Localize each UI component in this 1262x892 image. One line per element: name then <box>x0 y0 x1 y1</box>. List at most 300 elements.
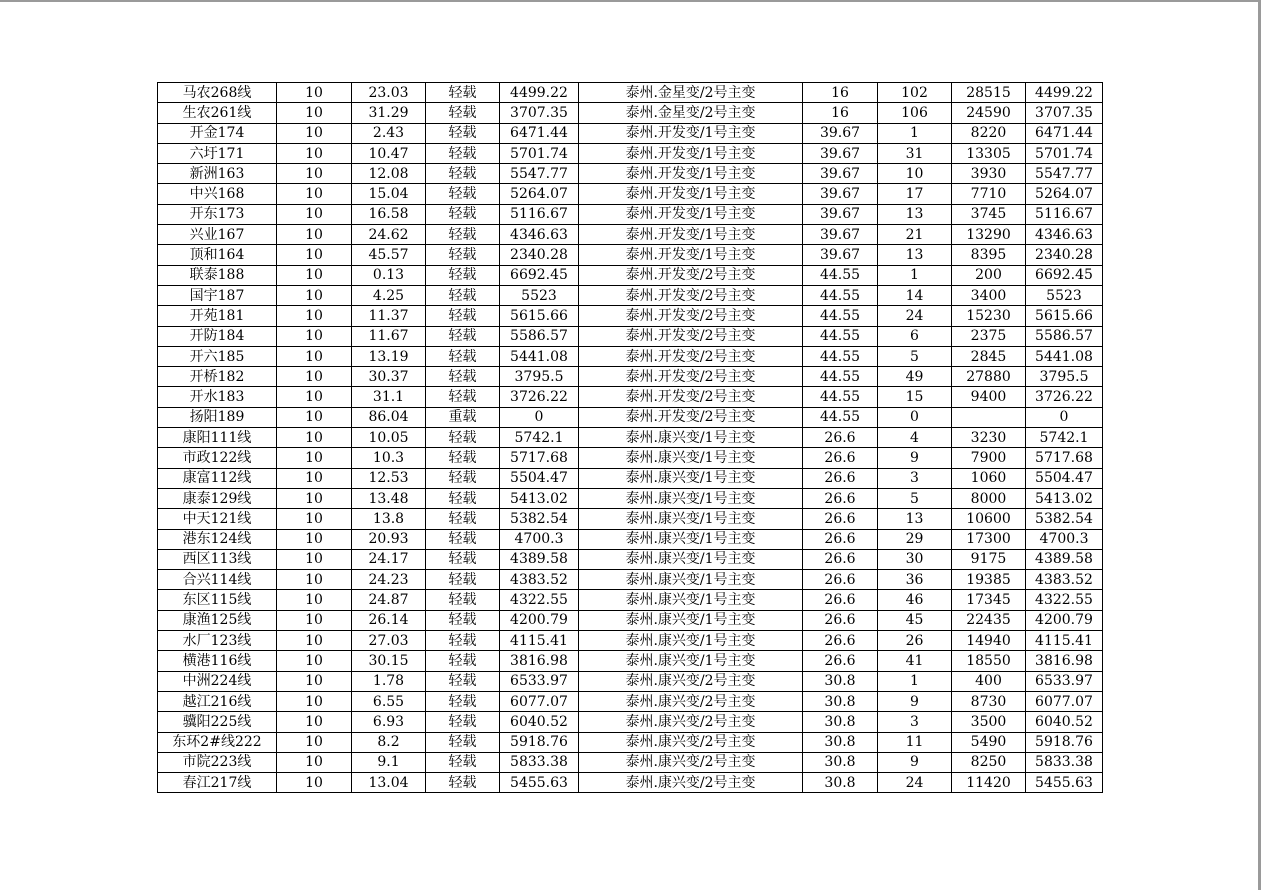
line-name-cell: 东区115线 <box>158 590 277 610</box>
voltage-cell: 10 <box>277 651 352 671</box>
transformer-capacity-cell: 26.6 <box>803 631 878 651</box>
load-rate-cell: 13.04 <box>352 773 426 793</box>
load-status-cell: 轻载 <box>426 468 500 488</box>
load-rate-cell: 10.47 <box>352 143 426 163</box>
installed-capacity-cell: 17300 <box>952 529 1026 549</box>
table-row <box>158 428 1103 448</box>
voltage-cell: 10 <box>277 448 352 468</box>
voltage-cell: 10 <box>277 367 352 387</box>
available-capacity-cell: 5586.57 <box>500 326 579 346</box>
available-capacity-cell: 6471.44 <box>500 123 579 143</box>
user-count-cell: 49 <box>878 367 952 387</box>
voltage-cell: 10 <box>277 428 352 448</box>
user-count-cell: 21 <box>878 225 952 245</box>
transformer-capacity-cell: 39.67 <box>803 204 878 224</box>
available-capacity-cell: 4115.41 <box>500 631 579 651</box>
transformer-capacity-cell: 30.8 <box>803 752 878 772</box>
voltage-cell: 10 <box>277 752 352 772</box>
transformer-cell: 泰州.开发变/1号主变 <box>579 245 803 265</box>
installed-capacity-cell: 7710 <box>952 184 1026 204</box>
transformer-cell: 泰州.开发变/2号主变 <box>579 285 803 305</box>
load-rate-cell: 31.29 <box>352 103 426 123</box>
user-count-cell: 9 <box>878 691 952 711</box>
transformer-cell: 泰州.康兴变/1号主变 <box>579 428 803 448</box>
load-status-cell: 轻载 <box>426 103 500 123</box>
load-status-cell: 轻载 <box>426 631 500 651</box>
voltage-cell: 10 <box>277 407 352 427</box>
table-row <box>158 691 1103 711</box>
load-rate-cell: 24.87 <box>352 590 426 610</box>
table-row <box>158 164 1103 184</box>
transformer-capacity-cell: 39.67 <box>803 164 878 184</box>
remaining-capacity-cell: 5833.38 <box>1026 752 1103 772</box>
available-capacity-cell: 6040.52 <box>500 712 579 732</box>
user-count-cell: 11 <box>878 732 952 752</box>
transformer-cell: 泰州.康兴变/1号主变 <box>579 509 803 529</box>
voltage-cell: 10 <box>277 245 352 265</box>
transformer-capacity-cell: 26.6 <box>803 590 878 610</box>
transformer-cell: 泰州.金星变/2号主变 <box>579 83 803 103</box>
voltage-cell: 10 <box>277 83 352 103</box>
available-capacity-cell: 4200.79 <box>500 610 579 630</box>
installed-capacity-cell: 3500 <box>952 712 1026 732</box>
installed-capacity-cell: 5490 <box>952 732 1026 752</box>
voltage-cell: 10 <box>277 570 352 590</box>
transformer-capacity-cell: 44.55 <box>803 407 878 427</box>
load-rate-cell: 24.62 <box>352 225 426 245</box>
table-row <box>158 184 1103 204</box>
available-capacity-cell: 5504.47 <box>500 468 579 488</box>
installed-capacity-cell: 11420 <box>952 773 1026 793</box>
remaining-capacity-cell: 6077.07 <box>1026 691 1103 711</box>
voltage-cell: 10 <box>277 143 352 163</box>
load-status-cell: 轻载 <box>426 529 500 549</box>
remaining-capacity-cell: 4389.58 <box>1026 549 1103 569</box>
line-name-cell: 东环2#线222 <box>158 732 277 752</box>
installed-capacity-cell: 14940 <box>952 631 1026 651</box>
remaining-capacity-cell: 4115.41 <box>1026 631 1103 651</box>
load-status-cell: 轻载 <box>426 732 500 752</box>
remaining-capacity-cell: 5441.08 <box>1026 346 1103 366</box>
available-capacity-cell: 5615.66 <box>500 306 579 326</box>
line-name-cell: 扬阳189 <box>158 407 277 427</box>
load-status-cell: 轻载 <box>426 570 500 590</box>
line-name-cell: 市政122线 <box>158 448 277 468</box>
load-rate-cell: 30.37 <box>352 367 426 387</box>
voltage-cell: 10 <box>277 488 352 508</box>
line-name-cell: 中洲224线 <box>158 671 277 691</box>
user-count-cell: 26 <box>878 631 952 651</box>
user-count-cell: 9 <box>878 752 952 772</box>
load-status-cell: 轻载 <box>426 245 500 265</box>
line-name-cell: 国宇187 <box>158 285 277 305</box>
load-status-cell: 轻载 <box>426 123 500 143</box>
load-rate-cell: 9.1 <box>352 752 426 772</box>
transformer-cell: 泰州.康兴变/2号主变 <box>579 773 803 793</box>
remaining-capacity-cell: 4383.52 <box>1026 570 1103 590</box>
installed-capacity-cell: 1060 <box>952 468 1026 488</box>
user-count-cell: 15 <box>878 387 952 407</box>
load-rate-cell: 24.23 <box>352 570 426 590</box>
remaining-capacity-cell: 5717.68 <box>1026 448 1103 468</box>
remaining-capacity-cell: 4200.79 <box>1026 610 1103 630</box>
transformer-capacity-cell: 39.67 <box>803 123 878 143</box>
remaining-capacity-cell: 4322.55 <box>1026 590 1103 610</box>
user-count-cell: 45 <box>878 610 952 630</box>
load-status-cell: 重载 <box>426 407 500 427</box>
load-status-cell: 轻载 <box>426 306 500 326</box>
transformer-cell: 泰州.康兴变/1号主变 <box>579 468 803 488</box>
transformer-capacity-cell: 44.55 <box>803 326 878 346</box>
available-capacity-cell: 3726.22 <box>500 387 579 407</box>
remaining-capacity-cell: 5742.1 <box>1026 428 1103 448</box>
remaining-capacity-cell: 5413.02 <box>1026 488 1103 508</box>
voltage-cell: 10 <box>277 509 352 529</box>
transformer-cell: 泰州.开发变/2号主变 <box>579 407 803 427</box>
remaining-capacity-cell: 5504.47 <box>1026 468 1103 488</box>
available-capacity-cell: 5523 <box>500 285 579 305</box>
transformer-cell: 泰州.康兴变/1号主变 <box>579 549 803 569</box>
installed-capacity-cell: 8730 <box>952 691 1026 711</box>
table-row <box>158 610 1103 630</box>
transformer-cell: 泰州.开发变/2号主变 <box>579 346 803 366</box>
load-status-cell: 轻载 <box>426 752 500 772</box>
table-row <box>158 488 1103 508</box>
voltage-cell: 10 <box>277 103 352 123</box>
line-name-cell: 合兴114线 <box>158 570 277 590</box>
user-count-cell: 13 <box>878 509 952 529</box>
load-rate-cell: 12.08 <box>352 164 426 184</box>
transformer-capacity-cell: 44.55 <box>803 346 878 366</box>
transformer-capacity-cell: 26.6 <box>803 570 878 590</box>
user-count-cell: 6 <box>878 326 952 346</box>
available-capacity-cell: 5833.38 <box>500 752 579 772</box>
remaining-capacity-cell: 5701.74 <box>1026 143 1103 163</box>
load-status-cell: 轻载 <box>426 590 500 610</box>
installed-capacity-cell: 15230 <box>952 306 1026 326</box>
load-rate-cell: 11.37 <box>352 306 426 326</box>
remaining-capacity-cell: 6471.44 <box>1026 123 1103 143</box>
transformer-cell: 泰州.康兴变/1号主变 <box>579 448 803 468</box>
load-status-cell: 轻载 <box>426 225 500 245</box>
installed-capacity-cell: 3230 <box>952 428 1026 448</box>
transformer-capacity-cell: 26.6 <box>803 610 878 630</box>
transformer-cell: 泰州.康兴变/1号主变 <box>579 488 803 508</box>
available-capacity-cell: 4499.22 <box>500 83 579 103</box>
line-name-cell: 马农268线 <box>158 83 277 103</box>
transformer-capacity-cell: 16 <box>803 103 878 123</box>
installed-capacity-cell: 9400 <box>952 387 1026 407</box>
load-rate-cell: 45.57 <box>352 245 426 265</box>
transformer-capacity-cell: 26.6 <box>803 448 878 468</box>
available-capacity-cell: 4383.52 <box>500 570 579 590</box>
available-capacity-cell: 5717.68 <box>500 448 579 468</box>
table-row <box>158 346 1103 366</box>
transformer-cell: 泰州.康兴变/1号主变 <box>579 590 803 610</box>
remaining-capacity-cell: 3816.98 <box>1026 651 1103 671</box>
available-capacity-cell: 5918.76 <box>500 732 579 752</box>
table-row <box>158 225 1103 245</box>
load-rate-cell: 13.48 <box>352 488 426 508</box>
load-status-cell: 轻载 <box>426 346 500 366</box>
line-name-cell: 西区113线 <box>158 549 277 569</box>
transformer-cell: 泰州.开发变/1号主变 <box>579 123 803 143</box>
voltage-cell: 10 <box>277 225 352 245</box>
load-status-cell: 轻载 <box>426 367 500 387</box>
transformer-capacity-cell: 30.8 <box>803 732 878 752</box>
table-row <box>158 83 1103 103</box>
voltage-cell: 10 <box>277 164 352 184</box>
remaining-capacity-cell: 5615.66 <box>1026 306 1103 326</box>
load-rate-cell: 4.25 <box>352 285 426 305</box>
transformer-capacity-cell: 30.8 <box>803 712 878 732</box>
load-rate-cell: 24.17 <box>352 549 426 569</box>
remaining-capacity-cell: 0 <box>1026 407 1103 427</box>
load-rate-cell: 8.2 <box>352 732 426 752</box>
installed-capacity-cell: 19385 <box>952 570 1026 590</box>
voltage-cell: 10 <box>277 265 352 285</box>
load-rate-cell: 10.05 <box>352 428 426 448</box>
transformer-cell: 泰州.开发变/1号主变 <box>579 164 803 184</box>
load-rate-cell: 13.19 <box>352 346 426 366</box>
load-status-cell: 轻载 <box>426 143 500 163</box>
installed-capacity-cell: 27880 <box>952 367 1026 387</box>
voltage-cell: 10 <box>277 712 352 732</box>
line-name-cell: 新洲163 <box>158 164 277 184</box>
installed-capacity-cell: 8220 <box>952 123 1026 143</box>
line-name-cell: 联泰188 <box>158 265 277 285</box>
line-name-cell: 水厂123线 <box>158 631 277 651</box>
load-rate-cell: 0.13 <box>352 265 426 285</box>
load-status-cell: 轻载 <box>426 651 500 671</box>
line-name-cell: 骥阳225线 <box>158 712 277 732</box>
installed-capacity-cell: 200 <box>952 265 1026 285</box>
table-row <box>158 143 1103 163</box>
line-name-cell: 中兴168 <box>158 184 277 204</box>
available-capacity-cell: 5413.02 <box>500 488 579 508</box>
transformer-capacity-cell: 44.55 <box>803 265 878 285</box>
table-row <box>158 285 1103 305</box>
remaining-capacity-cell: 6533.97 <box>1026 671 1103 691</box>
available-capacity-cell: 3795.5 <box>500 367 579 387</box>
installed-capacity-cell: 8250 <box>952 752 1026 772</box>
installed-capacity-cell: 22435 <box>952 610 1026 630</box>
table-row <box>158 265 1103 285</box>
line-name-cell: 中天121线 <box>158 509 277 529</box>
user-count-cell: 17 <box>878 184 952 204</box>
load-rate-cell: 30.15 <box>352 651 426 671</box>
user-count-cell: 3 <box>878 468 952 488</box>
available-capacity-cell: 5701.74 <box>500 143 579 163</box>
transformer-capacity-cell: 26.6 <box>803 488 878 508</box>
transformer-cell: 泰州.开发变/2号主变 <box>579 387 803 407</box>
load-rate-cell: 13.8 <box>352 509 426 529</box>
remaining-capacity-cell: 3795.5 <box>1026 367 1103 387</box>
line-name-cell: 康阳111线 <box>158 428 277 448</box>
transformer-capacity-cell: 30.8 <box>803 773 878 793</box>
table-row <box>158 752 1103 772</box>
installed-capacity-cell: 10600 <box>952 509 1026 529</box>
table-row <box>158 387 1103 407</box>
installed-capacity-cell: 2375 <box>952 326 1026 346</box>
load-rate-cell: 6.55 <box>352 691 426 711</box>
load-rate-cell: 10.3 <box>352 448 426 468</box>
remaining-capacity-cell: 6040.52 <box>1026 712 1103 732</box>
line-name-cell: 开金174 <box>158 123 277 143</box>
installed-capacity-cell: 13290 <box>952 225 1026 245</box>
table-row <box>158 326 1103 346</box>
transformer-cell: 泰州.康兴变/2号主变 <box>579 671 803 691</box>
line-name-cell: 兴业167 <box>158 225 277 245</box>
table-row <box>158 529 1103 549</box>
transformer-cell: 泰州.开发变/1号主变 <box>579 204 803 224</box>
line-name-cell: 开东173 <box>158 204 277 224</box>
transformer-capacity-cell: 26.6 <box>803 428 878 448</box>
table-row <box>158 367 1103 387</box>
user-count-cell: 102 <box>878 83 952 103</box>
load-status-cell: 轻载 <box>426 509 500 529</box>
transformer-cell: 泰州.康兴变/1号主变 <box>579 631 803 651</box>
user-count-cell: 9 <box>878 448 952 468</box>
user-count-cell: 30 <box>878 549 952 569</box>
table-row <box>158 549 1103 569</box>
voltage-cell: 10 <box>277 773 352 793</box>
available-capacity-cell: 4322.55 <box>500 590 579 610</box>
user-count-cell: 36 <box>878 570 952 590</box>
user-count-cell: 13 <box>878 204 952 224</box>
voltage-cell: 10 <box>277 610 352 630</box>
voltage-cell: 10 <box>277 123 352 143</box>
load-status-cell: 轻载 <box>426 691 500 711</box>
transformer-cell: 泰州.康兴变/2号主变 <box>579 691 803 711</box>
load-status-cell: 轻载 <box>426 204 500 224</box>
load-rate-cell: 11.67 <box>352 326 426 346</box>
voltage-cell: 10 <box>277 204 352 224</box>
table-row <box>158 407 1103 427</box>
load-rate-cell: 86.04 <box>352 407 426 427</box>
transformer-cell: 泰州.开发变/2号主变 <box>579 306 803 326</box>
voltage-cell: 10 <box>277 529 352 549</box>
remaining-capacity-cell: 4346.63 <box>1026 225 1103 245</box>
transformer-capacity-cell: 16 <box>803 83 878 103</box>
voltage-cell: 10 <box>277 732 352 752</box>
table-row <box>158 712 1103 732</box>
line-name-cell: 顶和164 <box>158 245 277 265</box>
voltage-cell: 10 <box>277 285 352 305</box>
table-row <box>158 509 1103 529</box>
line-name-cell: 横港116线 <box>158 651 277 671</box>
available-capacity-cell: 6692.45 <box>500 265 579 285</box>
available-capacity-cell: 5742.1 <box>500 428 579 448</box>
table-body <box>158 83 1103 793</box>
user-count-cell: 13 <box>878 245 952 265</box>
voltage-cell: 10 <box>277 306 352 326</box>
load-rate-cell: 6.93 <box>352 712 426 732</box>
table-row <box>158 204 1103 224</box>
voltage-cell: 10 <box>277 549 352 569</box>
user-count-cell: 31 <box>878 143 952 163</box>
user-count-cell: 1 <box>878 671 952 691</box>
installed-capacity-cell: 28515 <box>952 83 1026 103</box>
load-status-cell: 轻载 <box>426 488 500 508</box>
line-name-cell: 六圩171 <box>158 143 277 163</box>
line-name-cell: 康富112线 <box>158 468 277 488</box>
installed-capacity-cell: 2845 <box>952 346 1026 366</box>
table-row <box>158 671 1103 691</box>
line-name-cell: 康泰129线 <box>158 488 277 508</box>
remaining-capacity-cell: 5264.07 <box>1026 184 1103 204</box>
remaining-capacity-cell: 5918.76 <box>1026 732 1103 752</box>
installed-capacity-cell: 9175 <box>952 549 1026 569</box>
voltage-cell: 10 <box>277 326 352 346</box>
available-capacity-cell: 4346.63 <box>500 225 579 245</box>
available-capacity-cell: 5455.63 <box>500 773 579 793</box>
installed-capacity-cell: 8000 <box>952 488 1026 508</box>
transformer-capacity-cell: 44.55 <box>803 367 878 387</box>
remaining-capacity-cell: 3707.35 <box>1026 103 1103 123</box>
load-status-cell: 轻载 <box>426 549 500 569</box>
line-name-cell: 开苑181 <box>158 306 277 326</box>
user-count-cell: 106 <box>878 103 952 123</box>
available-capacity-cell: 6077.07 <box>500 691 579 711</box>
transformer-cell: 泰州.康兴变/1号主变 <box>579 529 803 549</box>
voltage-cell: 10 <box>277 184 352 204</box>
load-status-cell: 轻载 <box>426 712 500 732</box>
line-name-cell: 市院223线 <box>158 752 277 772</box>
load-rate-cell: 15.04 <box>352 184 426 204</box>
transformer-capacity-cell: 39.67 <box>803 143 878 163</box>
voltage-cell: 10 <box>277 387 352 407</box>
user-count-cell: 1 <box>878 265 952 285</box>
transformer-cell: 泰州.康兴变/2号主变 <box>579 752 803 772</box>
transformer-capacity-cell: 44.55 <box>803 387 878 407</box>
voltage-cell: 10 <box>277 590 352 610</box>
load-rate-cell: 27.03 <box>352 631 426 651</box>
transformer-cell: 泰州.开发变/2号主变 <box>579 265 803 285</box>
user-count-cell: 3 <box>878 712 952 732</box>
transformer-capacity-cell: 39.67 <box>803 225 878 245</box>
transformer-cell: 泰州.康兴变/2号主变 <box>579 712 803 732</box>
available-capacity-cell: 5116.67 <box>500 204 579 224</box>
user-count-cell: 29 <box>878 529 952 549</box>
line-name-cell: 港东124线 <box>158 529 277 549</box>
available-capacity-cell: 6533.97 <box>500 671 579 691</box>
load-status-cell: 轻载 <box>426 387 500 407</box>
load-rate-cell: 26.14 <box>352 610 426 630</box>
installed-capacity-cell: 7900 <box>952 448 1026 468</box>
installed-capacity-cell: 13305 <box>952 143 1026 163</box>
user-count-cell: 46 <box>878 590 952 610</box>
line-name-cell: 越江216线 <box>158 691 277 711</box>
transformer-cell: 泰州.开发变/1号主变 <box>579 184 803 204</box>
table-row <box>158 245 1103 265</box>
installed-capacity-cell: 400 <box>952 671 1026 691</box>
transformer-capacity-cell: 39.67 <box>803 245 878 265</box>
installed-capacity-cell: 18550 <box>952 651 1026 671</box>
available-capacity-cell: 2340.28 <box>500 245 579 265</box>
installed-capacity-cell: 3745 <box>952 204 1026 224</box>
installed-capacity-cell: 17345 <box>952 590 1026 610</box>
user-count-cell: 5 <box>878 488 952 508</box>
load-rate-cell: 23.03 <box>352 83 426 103</box>
remaining-capacity-cell: 4700.3 <box>1026 529 1103 549</box>
table-row <box>158 448 1103 468</box>
user-count-cell: 5 <box>878 346 952 366</box>
transformer-cell: 泰州.康兴变/1号主变 <box>579 570 803 590</box>
user-count-cell: 4 <box>878 428 952 448</box>
load-rate-cell: 31.1 <box>352 387 426 407</box>
remaining-capacity-cell: 5547.77 <box>1026 164 1103 184</box>
